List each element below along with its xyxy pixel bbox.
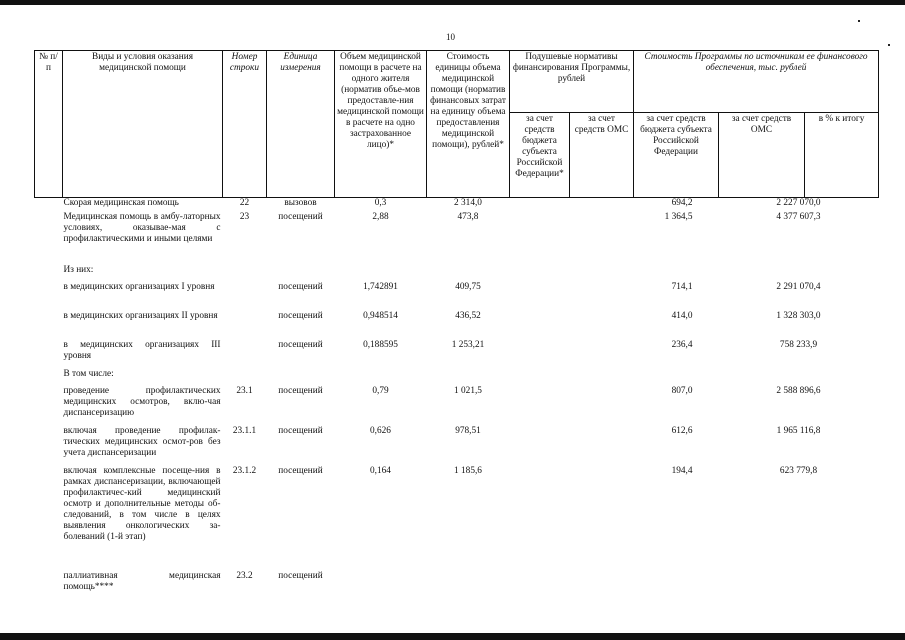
- cell-pc-oms: [570, 369, 719, 386]
- cell-prog-oms: [719, 265, 879, 282]
- cell-num: [35, 265, 63, 282]
- scan-speck: [858, 20, 860, 22]
- table-row: [35, 386, 879, 426]
- cell-pc-budget: [510, 311, 570, 340]
- cell-num: [35, 212, 63, 265]
- cell-name: В том числе:: [63, 368, 114, 379]
- cell-pc-oms: [570, 265, 719, 282]
- cell-pc-oms: [570, 571, 719, 601]
- table-row: [35, 571, 879, 601]
- cell-prog-oms: 1 328 303,0: [776, 310, 821, 321]
- cell-row-number: [223, 369, 267, 386]
- scan-speck: [888, 44, 890, 46]
- cell-num: [35, 198, 63, 212]
- header-types: Виды и условия оказания медицинской помощи: [63, 51, 223, 198]
- cell-cost: 436,52: [455, 310, 481, 321]
- cell-prog-oms: 2 291 070,4: [776, 281, 821, 292]
- cell-cost: [427, 571, 510, 601]
- cell-num: [35, 369, 63, 386]
- table-row: [35, 369, 879, 386]
- cell-num: [35, 386, 63, 426]
- header-program-budget: за счет средств бюджета субъекта Российской Федерации: [634, 113, 719, 198]
- header-program-pct: в % к итогу: [805, 113, 879, 198]
- program-table: [34, 50, 879, 601]
- cell-prog-oms: 2 588 896,6: [776, 385, 821, 396]
- cell-pc-oms: 714,1: [671, 281, 693, 292]
- cell-pc-budget: [510, 198, 570, 212]
- cell-name: проведение профилактических медицинских осмотров, вклю-чая диспансеризацию: [63, 385, 221, 418]
- cell-unit: посещений: [278, 465, 323, 476]
- cell-volume: 0,3: [374, 198, 387, 208]
- cell-row-number: [223, 282, 267, 311]
- cell-row-number: 23.1.2: [232, 465, 257, 476]
- cell-pc-budget: [510, 571, 570, 601]
- cell-num: [35, 426, 63, 466]
- cell-row-number: 23.1.1: [232, 425, 257, 436]
- cell-num: [35, 282, 63, 311]
- cell-name: Скорая медицинская помощь: [63, 198, 179, 208]
- cell-prog-oms: [719, 571, 879, 601]
- cell-cost: 1 185,6: [454, 465, 482, 476]
- cell-prog-oms: 4 377 607,3: [776, 211, 821, 222]
- top-scan-border: [0, 0, 905, 5]
- cell-unit: [267, 369, 335, 386]
- header-row-no: Номер строки: [223, 51, 267, 198]
- cell-volume: [335, 571, 427, 601]
- cell-name: Из них:: [63, 264, 94, 275]
- cell-row-number: [223, 340, 267, 369]
- cell-name: в медицинских организациях I уровня: [63, 281, 215, 292]
- cell-prog-oms: 2 227 070,0: [776, 198, 821, 208]
- table-row: [35, 265, 879, 282]
- cell-cost: [427, 265, 510, 282]
- cell-num: [35, 571, 63, 601]
- cell-unit: посещений: [278, 385, 323, 396]
- cell-unit: посещений: [278, 339, 323, 350]
- cell-pc-oms: 612,6: [671, 425, 693, 436]
- header-cost: Стоимость единицы объема медицинской помощи (норматив финансовых затрат на единицу объема предоставления медицинской помощи), рублей*: [427, 51, 510, 198]
- table-row: [35, 466, 879, 571]
- cell-cost: 409,75: [455, 281, 481, 292]
- cell-unit: посещений: [278, 281, 323, 292]
- cell-cost: 1 021,5: [454, 385, 482, 396]
- cell-row-number: 23.1: [236, 385, 253, 396]
- cell-pc-budget: [510, 466, 570, 571]
- cell-prog-oms: [719, 369, 879, 386]
- cell-unit: посещений: [278, 310, 323, 321]
- cell-row-number: 23: [239, 211, 250, 222]
- cell-row-number: [223, 311, 267, 340]
- cell-row-number: 23.2: [236, 570, 253, 581]
- cell-cost: 473,8: [457, 211, 479, 222]
- cell-volume: 0,79: [372, 385, 389, 396]
- cell-pc-budget: [510, 212, 570, 265]
- cell-pc-budget: [510, 386, 570, 426]
- table-row: [35, 282, 879, 311]
- cell-unit: посещений: [278, 425, 323, 436]
- cell-pc-budget: [510, 282, 570, 311]
- cell-name: в медицинских организациях II уровня: [63, 310, 218, 321]
- cell-name: Медицинская помощь в амбу-латорных условиях, оказывае-мая с профилактическими и иными целями: [63, 211, 221, 244]
- header-program-oms: за счет средств ОМС: [719, 113, 805, 198]
- cell-unit: [267, 265, 335, 282]
- cell-prog-oms: 1 965 116,8: [776, 425, 821, 436]
- cell-pc-budget: [510, 265, 570, 282]
- page-number: 10: [446, 32, 455, 42]
- cell-unit: посещений: [278, 570, 323, 581]
- cell-unit: посещений: [278, 211, 323, 222]
- cell-row-number: [223, 265, 267, 282]
- table-row: [35, 340, 879, 369]
- header-num: № п/п: [35, 51, 63, 198]
- cell-volume: [335, 369, 427, 386]
- cell-num: [35, 466, 63, 571]
- table-body: [35, 198, 879, 601]
- cell-prog-oms: 758 233,9: [779, 339, 818, 350]
- cell-pc-oms: 414,0: [671, 310, 693, 321]
- table-row: [35, 426, 879, 466]
- cell-volume: 0,164: [370, 465, 391, 476]
- cell-pc-budget: [510, 369, 570, 386]
- cell-name: паллиативная медицинская помощь****: [63, 570, 221, 592]
- cell-cost: 978,51: [455, 425, 481, 436]
- cell-pc-budget: [510, 340, 570, 369]
- header-per-capita: Подушевые нормативы финансирования Программы, рублей: [510, 51, 634, 113]
- cell-cost: 2 314,0: [454, 198, 482, 208]
- cell-row-number: 22: [239, 198, 250, 208]
- cell-volume: 1,742891: [363, 281, 398, 292]
- cell-volume: 0,626: [370, 425, 391, 436]
- cell-cost: 1 253,21: [451, 339, 485, 350]
- header-unit: Единица измерения: [267, 51, 335, 198]
- cell-pc-budget: [510, 426, 570, 466]
- header-program-cost: Стоимость Программы по источникам ее финансового обеспечения, тыс. рублей: [634, 51, 879, 113]
- cell-volume: [335, 265, 427, 282]
- table-row: [35, 198, 879, 212]
- cell-pc-oms: 1 364,5: [664, 211, 693, 222]
- cell-name: включая проведение профилак-тических медицинских осмот-ров без учета диспансеризации: [63, 425, 221, 458]
- cell-prog-oms: 623 779,8: [779, 465, 818, 476]
- header-per-capita-budget: за счет средств бюджета субъекта Российской Федерации*: [510, 113, 570, 198]
- cell-volume: 2,88: [372, 211, 389, 222]
- table-row: [35, 212, 879, 265]
- cell-num: [35, 311, 63, 340]
- cell-pc-oms: 694,2: [671, 198, 693, 208]
- cell-name: включая комплексные посеще-ния в рамках диспансеризации, включающей профилактичес-кий медицинский осмотр и дополнительные методы об-следований, в том числе в целях выявления онкологических за-болеваний (1-й этап): [63, 465, 221, 542]
- bottom-scan-border: [0, 633, 905, 640]
- cell-volume: 0,188595: [363, 339, 398, 350]
- cell-pc-oms: 236,4: [671, 339, 693, 350]
- cell-cost: [427, 369, 510, 386]
- table-row: [35, 311, 879, 340]
- cell-num: [35, 340, 63, 369]
- header-volume: Объем медицинской помощи в расчете на одного жителя (норматив объе-мов предоставле-ния медицинской помощи в расчете на одно застрахованное лицо)*: [335, 51, 427, 198]
- cell-pc-oms: 807,0: [671, 385, 693, 396]
- cell-pc-oms: 194,4: [671, 465, 693, 476]
- header-per-capita-oms: за счет средств ОМС: [570, 113, 634, 198]
- cell-unit: вызовов: [284, 198, 317, 208]
- table-header: [35, 51, 879, 198]
- cell-name: в медицинских организациях III уровня: [63, 339, 221, 361]
- cell-volume: 0,948514: [363, 310, 398, 321]
